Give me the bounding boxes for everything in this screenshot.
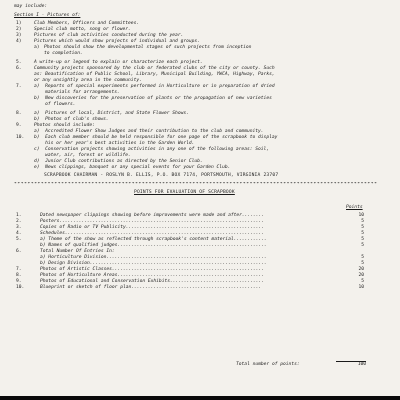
total-label: Total number of points: (236, 362, 300, 367)
points-value: 5 (361, 231, 364, 236)
points-header: Points (346, 205, 363, 210)
item-text: A write-up or legend to explain or characterize each project. (34, 60, 203, 65)
points-value: 5 (361, 219, 364, 224)
points-value: 5 (361, 225, 364, 230)
item-number: 3) (16, 33, 22, 38)
points-number: 1. (16, 213, 22, 218)
item-number: 1) (16, 21, 22, 26)
item-text: or any unsightly area in the community. (34, 78, 142, 83)
points-label: a) Horticulture Division.......................................................... (40, 255, 267, 260)
item-text: Photos should include: (34, 123, 95, 128)
item-text: Pictures of club activities conducted during the year. (34, 33, 184, 38)
item-text: Community projects sponsored by the club or federated clubs of the city or county. Such (34, 66, 275, 71)
points-number: 2. (16, 219, 22, 224)
points-number: 5. (16, 237, 22, 242)
item-text: e) News clippings, banquet or any special events for your Garden Club. (34, 165, 231, 170)
points-label: Dated newspaper clippings showing before improvements were made and after........ (40, 213, 265, 218)
item-number: a) (34, 45, 40, 50)
points-label: b) Design Division................................................................ (40, 261, 267, 266)
points-value: 5 (361, 261, 364, 266)
points-label: Photos of Educational and Conservation Exhibits.................................. (40, 279, 265, 284)
item-text: Pictures which would show projects of individual and groups. (34, 39, 200, 44)
item-text: water, air, forest or wildlife. (34, 153, 131, 158)
points-value: 10 (358, 285, 364, 290)
item-number: 7. (16, 84, 22, 89)
points-label: Blueprint or sketch of floor plan............................................... (40, 285, 262, 290)
points-value: 5 (361, 243, 364, 248)
points-value: 5 (361, 237, 364, 242)
points-number: 8. (16, 273, 22, 278)
item-text: a) Accredited Flower Show Judges and their contribution to the club and community. (34, 129, 264, 134)
item-number: 5. (16, 60, 22, 65)
points-value: 10 (358, 213, 364, 218)
item-text: materials for arrangements. (34, 90, 120, 95)
item-text: as: Beautification of Public School, Library, Municipal Building, YWCA, Highway, Parks, (34, 72, 275, 77)
points-number: 7. (16, 267, 22, 272)
item-text: c) Conservation projects showing activities in any one of the following areas: Soil, (34, 147, 270, 152)
points-number: 9. (16, 279, 22, 284)
points-label: Posters.......................................................................... (40, 219, 265, 224)
points-value: 20 (358, 273, 364, 278)
points-number: 3. (16, 225, 22, 230)
points-number: 4. (16, 231, 22, 236)
total-value: 100 (357, 362, 366, 367)
points-label: Photos of Artistic Classes....................................................... (40, 267, 265, 272)
points-title: POINTS FOR EVALUATION OF SCRAPBOOK (134, 190, 235, 195)
item-text: a) Pictures of local, District, and State Flower Shows. (34, 111, 189, 116)
item-text: b) New discoveries for the preservation of plants or the propagation of new varieties (34, 96, 272, 101)
points-label: Total Number Of Entries In: (40, 249, 115, 254)
points-label: b) Names of qualified judges...................................................... (40, 243, 267, 248)
item-number: 4) (16, 39, 22, 44)
item-text: to completion. (44, 51, 83, 56)
scan-border (0, 396, 400, 400)
item-text: b) Each club member should be held responsible for one page of the scrapbook to display (34, 135, 278, 140)
section-heading: Section I - Pictures of: (14, 13, 81, 18)
item-text: d) Junior Club contributions as directed by the Senior Club. (34, 159, 203, 164)
item-text: of flowers. (34, 102, 76, 107)
item-text: a) Reports of special experiments performed in Horticulture or in preparation of dried (34, 84, 275, 89)
item-text: Club Members, Officers and Committees. (34, 21, 140, 26)
chairman-line: SCRAPBOOK CHAIRMAN - ROSLYN B. ELLIS, P.O. BOX 7174, PORTSMOUTH, VIRGINIA 23707 (44, 173, 279, 178)
item-number: 8. (16, 111, 22, 116)
points-value: 5 (361, 279, 364, 284)
intro-text: may include: (14, 4, 48, 9)
points-value: 5 (361, 255, 364, 260)
points-label: a) Theme of the show as reflected through scrapbook's content material............ (40, 237, 267, 242)
points-value: 20 (358, 267, 364, 272)
item-text: Special club motto, song or flower. (34, 27, 131, 32)
points-number: 10. (16, 285, 25, 290)
item-number: 6. (16, 66, 22, 71)
star-divider: ************************************************************************************************************ (14, 182, 378, 187)
item-number: 10. (16, 135, 25, 140)
points-label: Schedules........................................................................ (40, 231, 265, 236)
item-text: b) Photos of club's shows. (34, 117, 109, 122)
points-label: Copies of Radio or TV Publicity.................................................. (40, 225, 265, 230)
item-number: 9. (16, 123, 22, 128)
item-text: Photos should show the developmental stages of such projects from inception (44, 45, 252, 50)
item-number: 2) (16, 27, 22, 32)
item-text: his or her year's best activities in the Garden World. (34, 141, 195, 146)
points-number: 6. (16, 249, 22, 254)
points-label: Photos of Horticulture Areas..................................................... (40, 273, 265, 278)
